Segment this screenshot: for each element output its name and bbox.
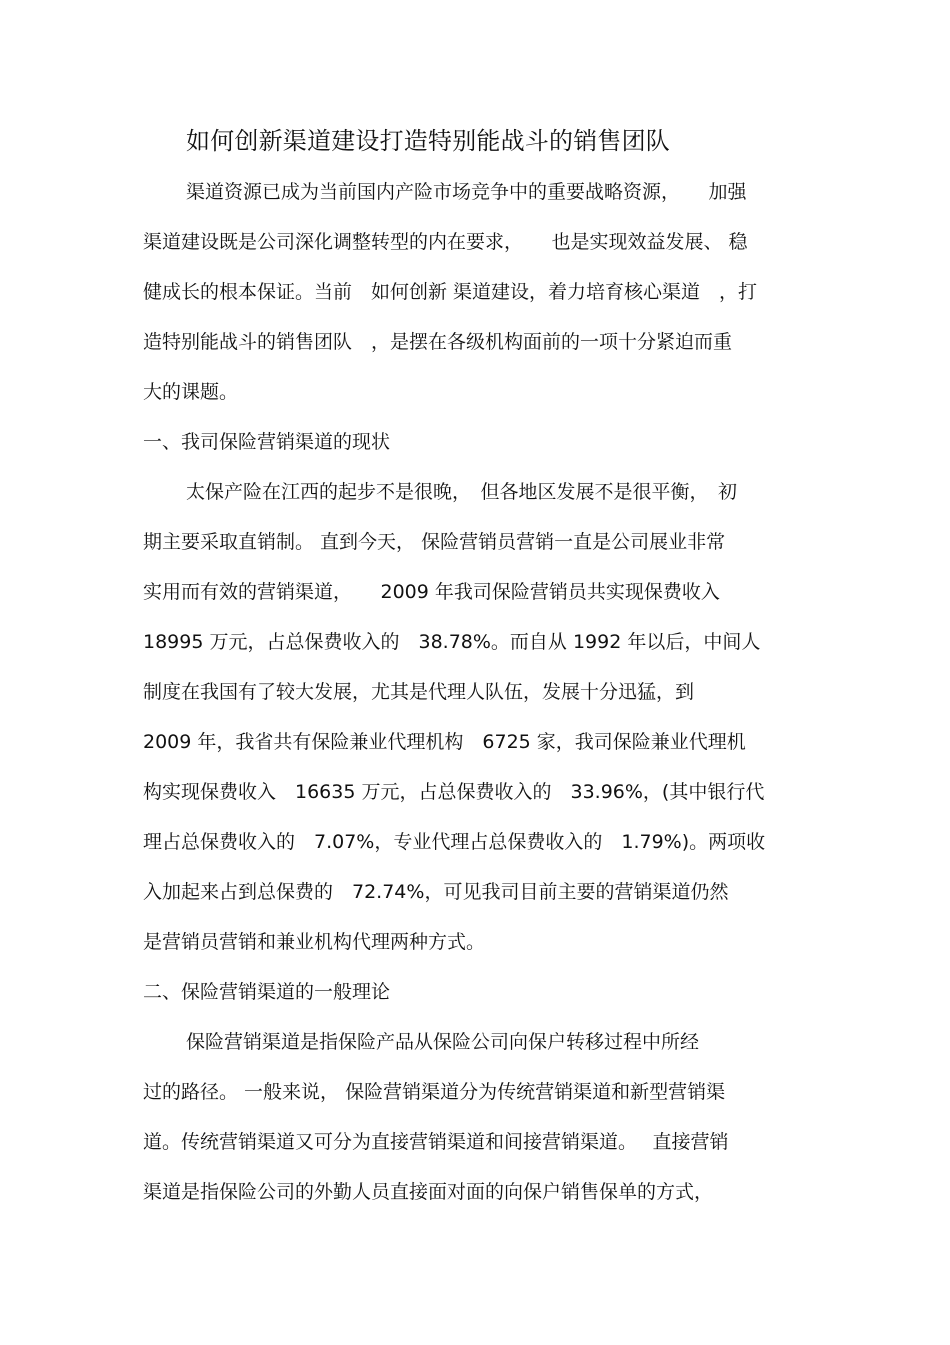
document-title: 如何创新渠道建设打造特别能战斗的销售团队 — [186, 127, 670, 155]
paragraph-line: 是营销员营销和兼业机构代理两种方式。 — [143, 931, 486, 953]
paragraph-line: 18995 万元，占总保费收入的 38.78%。而自从 1992 年以后，中间人 — [143, 631, 761, 653]
paragraph-line: 理占总保费收入的 7.07%，专业代理占总保费收入的 1.79%)。两项收 — [143, 831, 766, 853]
paragraph-line: 入加起来占到总保费的 72.74%，可见我司目前主要的营销渠道仍然 — [143, 881, 729, 903]
paragraph-line: 渠道资源已成为当前国内产险市场竞争中的重要战略资源， 加强 — [186, 181, 747, 203]
paragraph-line: 渠道建设既是公司深化调整转型的内在要求， 也是实现效益发展、 稳 — [143, 231, 748, 253]
section-heading-1: 一、我司保险营销渠道的现状 — [143, 431, 391, 453]
paragraph-line: 2009 年，我省共有保险兼业代理机构 6725 家，我司保险兼业代理机 — [143, 731, 746, 753]
paragraph-line: 道。传统营销渠道又可分为直接营销渠道和间接营销渠道。 直接营销 — [143, 1131, 729, 1153]
paragraph-line: 大的课题。 — [143, 381, 239, 403]
paragraph-line: 期主要采取直销制。 直到今天， 保险营销员营销一直是公司展业非常 — [143, 531, 726, 553]
paragraph-line: 保险营销渠道是指保险产品从保险公司向保户转移过程中所经 — [186, 1031, 700, 1053]
section-heading-2: 二、保险营销渠道的一般理论 — [143, 981, 391, 1003]
paragraph-line: 实用而有效的营销渠道， 2009 年我司保险营销员共实现保费收入 — [143, 581, 720, 603]
paragraph-line: 过的路径。 一般来说， 保险营销渠道分为传统营销渠道和新型营销渠 — [143, 1081, 726, 1103]
paragraph-line: 渠道是指保险公司的外勤人员直接面对面的向保户销售保单的方式， — [143, 1181, 714, 1203]
paragraph-line: 造特别能战斗的销售团队 ，是摆在各级机构面前的一项十分紧迫而重 — [143, 331, 733, 353]
paragraph-line: 制度在我国有了较大发展，尤其是代理人队伍，发展十分迅猛，到 — [143, 681, 695, 703]
paragraph-line: 健成长的根本保证。当前 如何创新 渠道建设，着力培育核心渠道 ，打 — [143, 281, 758, 303]
paragraph-line: 太保产险在江西的起步不是很晚， 但各地区发展不是很平衡， 初 — [186, 481, 738, 503]
paragraph-line: 构实现保费收入 16635 万元，占总保费收入的 33.96%，(其中银行代 — [143, 781, 765, 803]
